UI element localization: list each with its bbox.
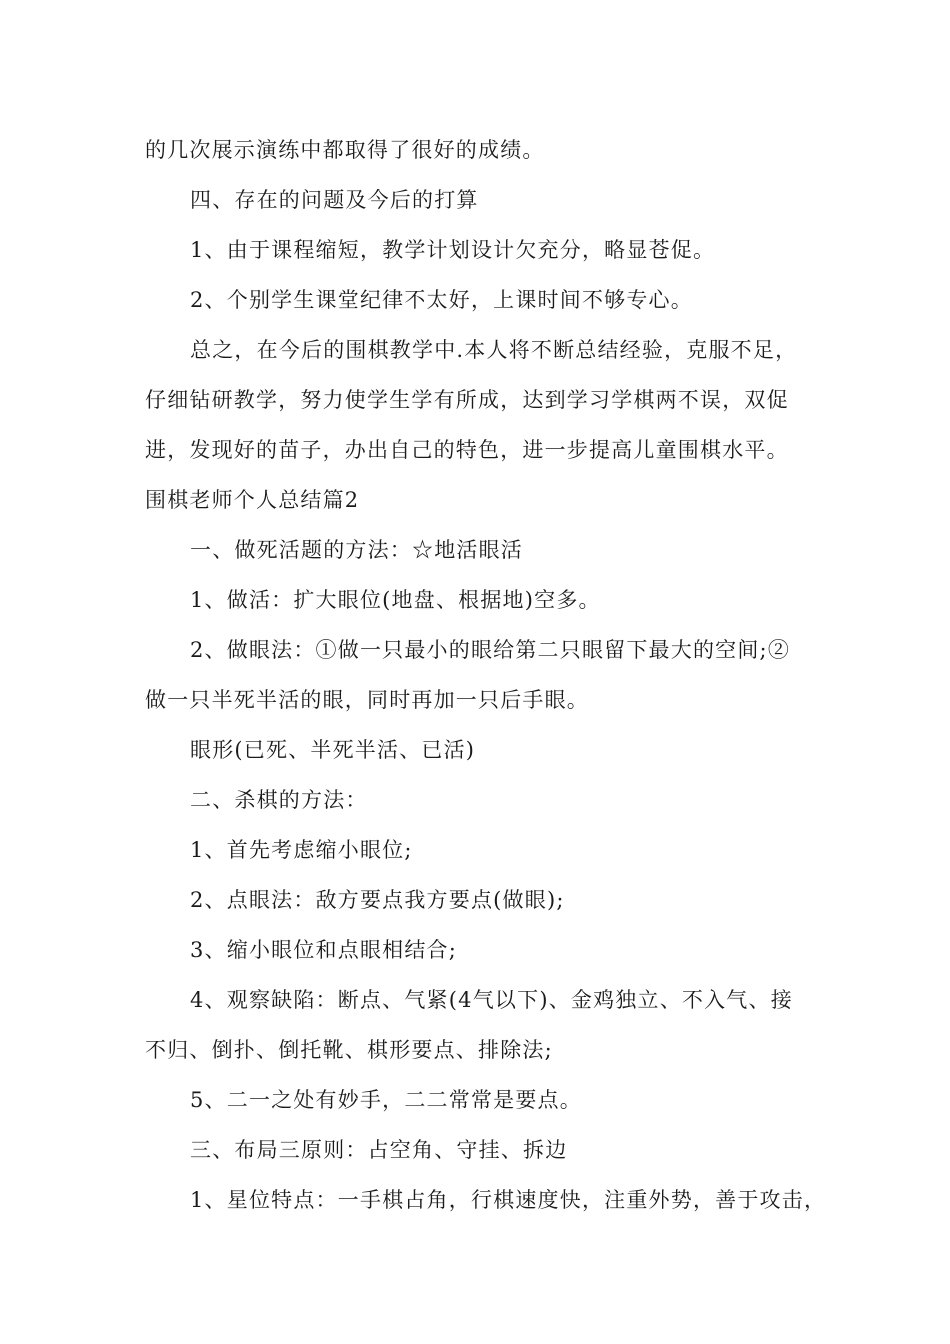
text-line: 4、观察缺陷：断点、气紧(4气以下)、金鸡独立、不入气、接 xyxy=(190,988,793,1012)
section-heading: 三、布局三原则：占空角、守挂、拆边 xyxy=(190,1138,568,1162)
text-line: 1、首先考虑缩小眼位; xyxy=(190,838,413,862)
text-line: 1、由于课程缩短，教学计划设计欠充分，略显苍促。 xyxy=(190,238,716,262)
text-line: 2、点眼法：敌方要点我方要点(做眼); xyxy=(190,888,565,912)
text-line: 不归、倒扑、倒托靴、棋形要点、排除法; xyxy=(145,1038,553,1062)
text-line: 仔细钻研教学，努力使学生学有所成，达到学习学棋两不误，双促 xyxy=(145,388,789,412)
text-line: 1、星位特点：一手棋占角，行棋速度快，注重外势，善于攻击， xyxy=(190,1188,827,1212)
text-line: 的几次展示演练中都取得了很好的成绩。 xyxy=(145,138,545,162)
section-heading: 二、杀棋的方法： xyxy=(190,788,368,812)
text-line: 3、缩小眼位和点眼相结合; xyxy=(190,938,458,962)
text-line: 进，发现好的苗子，办出自己的特色，进一步提高儿童围棋水平。 xyxy=(145,438,789,462)
article-title: 围棋老师个人总结篇2 xyxy=(145,488,360,512)
text-line: 做一只半死半活的眼，同时再加一只后手眼。 xyxy=(145,688,589,712)
section-heading: 四、存在的问题及今后的打算 xyxy=(190,188,479,212)
text-line: 2、个别学生课堂纪律不太好，上课时间不够专心。 xyxy=(190,288,693,312)
text-line: 眼形(已死、半死半活、已活) xyxy=(190,738,476,762)
section-heading: 一、做死活题的方法：☆地活眼活 xyxy=(190,538,523,562)
text-line: 2、做眼法：①做一只最小的眼给第二只眼留下最大的空间;② xyxy=(190,638,791,662)
text-line: 5、二一之处有妙手，二二常常是要点。 xyxy=(190,1088,582,1112)
text-line: 总之，在今后的围棋教学中.本人将不断总结经验，克服不足， xyxy=(190,338,798,362)
text-line: 1、做活：扩大眼位(地盘、根据地)空多。 xyxy=(190,588,601,612)
